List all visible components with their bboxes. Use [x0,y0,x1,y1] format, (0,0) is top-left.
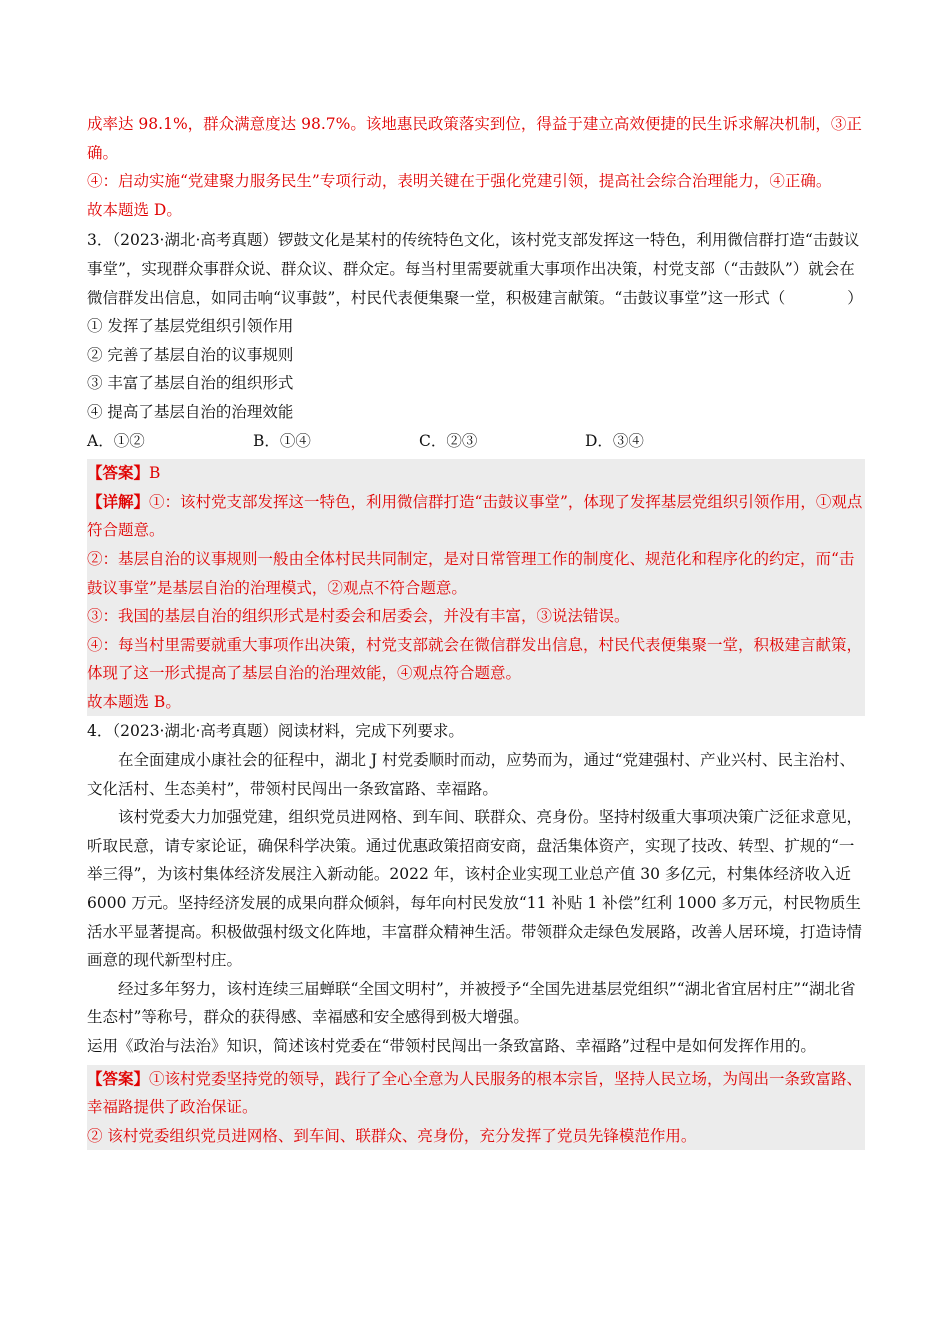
statement-4: ④ 提高了基层自治的治理效能 [87,402,294,421]
explanation-line: 成率达 98.1%，群众满意度达 98.7%。该地惠民政策落实到位，得益于建立高效便捷的民生诉求解决机制，③正确。 [87,115,862,162]
material-paragraph: 经过多年努力，该村连续三届蝉联“全国文明村”，并被授予“全国先进基层党组织”“湖北省宜居村庄”“湖北省生态村”等称号，群众的获得感、幸福感和安全感得到极大增强。 [87,979,856,1027]
question-3-stem: 3．（2023·湖北·高考真题）锣鼓文化是某村的传统特色文化，该村党支部发挥这一特色，利用微信群打造“击鼓议事堂”，实现群众事群众说、群众议、群众定。每当村里需要就重大事项作出决策，村党支部（“击鼓队”）就会在微信群发出信息，如同击响“议事鼓”，村民代表便集聚一堂，积极建言献策。“击鼓议事堂”这一形式（ ） [87,231,863,307]
answer-value: B [149,464,161,483]
detail-line: ③：我国的基层自治的组织形式是村委会和居委会，并没有丰富，③说法错误。 [87,607,630,626]
detail-line: ②：基层自治的议事规则一般由全体村民共同制定，是对日常管理工作的制度化、规范化和程序化的约定，而“击鼓议事堂”是基层自治的治理模式，②观点不符合题意。 [87,549,855,597]
option-b: B．①④ [253,431,311,450]
option-a: A．①② [87,431,145,450]
option-d: D．③④ [585,431,644,450]
document-body [87,110,865,1150]
material-paragraph: 该村党委大力加强党建，组织党员进网格、到车间、联群众、亮身份。坚持村级重大事项决策广泛征求意见，听取民意，请专家论证，确保科学决策。通过优惠政策招商安商，盘活集体资产，实现了技改、转型、扩规的“一举三得”，为该村集体经济发展注入新动能。2022 年，该村企业实现工业总产值 30 多亿元，村集体经济收入近 6000 万元。坚持经济发展的成果向群众倾斜，每年向村民发放“11 补贴 1 补偿”红利 1000 多万元，村民物质生活水平显著提高。积极做强村级文化阵地，丰富群众精神生活。带领群众走绿色发展路，改善人居环境，打造诗情画意的现代新型村庄。 [87,808,863,970]
answer-options [87,427,865,456]
detail-label: 【详解】 [87,491,150,511]
material-paragraph: 在全面建成小康社会的征程中，湖北 J 村党委顺时而动，应势而为，通过“党建强村、产业兴村、民主治村、文化活村、生态美村”，带领村民闯出一条致富路、幸福路。 [87,751,855,798]
answer-line: ② 该村党委组织党员进网格、到车间、联群众、亮身份，充分发挥了党员先锋模范作用。 [87,1126,697,1145]
answer-box [87,1065,865,1151]
reading-material [87,746,865,1032]
answer-line [87,459,865,488]
answer-label: 【答案】 [87,463,150,483]
answer-text: ①该村党委坚持党的领导，践行了全心全意为人民服务的根本宗旨，坚持人民立场，为闯出一条致富路、幸福路提供了政治保证。 [87,1069,863,1117]
option-c: C．②③ [419,431,478,450]
question-4-prompt: 运用《政治与法治》知识，简述该村党委在“带领村民闯出一条致富路、幸福路”过程中是如何发挥作用的。 [87,1037,816,1055]
question-3 [87,226,865,716]
detail-line [87,488,865,545]
statement-1: ① 发挥了基层党组织引领作用 [87,317,294,336]
question-4 [87,717,865,1150]
previous-explanation [87,110,865,224]
answer-box [87,459,865,716]
detail-conclusion: 故本题选 B。 [87,692,181,711]
answer-label: 【答案】 [87,1068,150,1088]
statement-3: ③ 丰富了基层自治的组织形式 [87,374,294,393]
explanation-conclusion: 故本题选 D。 [87,200,182,219]
question-4-stem: 4．（2023·湖北·高考真题）阅读材料，完成下列要求。 [87,722,464,741]
answer-line [87,1065,865,1122]
statement-2: ② 完善了基层自治的议事规则 [87,345,294,364]
explanation-line: ④：启动实施“党建聚力服务民生”专项行动，表明关键在于强化党建引领，提高社会综合治理能力，④正确。 [87,172,832,191]
detail-line: ④：每当村里需要就重大事项作出决策，村党支部就会在微信群发出信息，村民代表便集聚一堂，积极建言献策，体现了这一形式提高了基层自治的治理效能，④观点符合题意。 [87,635,863,683]
detail-text: ①：该村党支部发挥这一特色，利用微信群打造“击鼓议事堂”，体现了发挥基层党组织引领作用，①观点符合题意。 [87,492,863,540]
